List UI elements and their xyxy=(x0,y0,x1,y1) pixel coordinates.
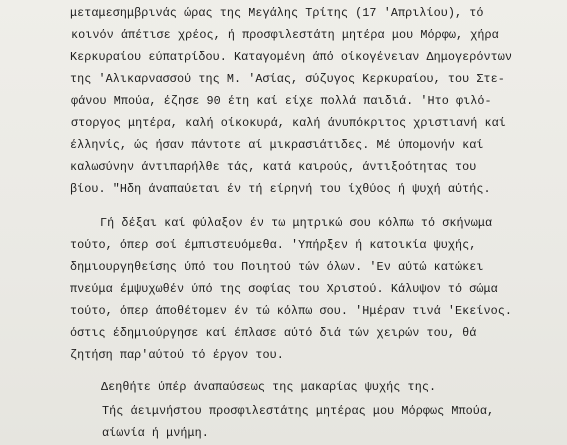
text-line: Δεηθήτε ύπέρ άναπαύσεως της μακαρίας ψυχής της. xyxy=(101,380,437,394)
text-line: στοργος μητέρα, καλή οίκοκυρά, καλή άνυπόκριτος χριστιανή καί xyxy=(71,116,506,130)
text-line: καλωσύνην άντιπαρήλθε τάς, κατά καιρούς, άντιξοότητας του xyxy=(70,160,477,174)
text-line: τούτο, όπερ άποθέτομεν έν τώ κόλπω σου. 'Ημέραν τινά 'Εκείνος. xyxy=(70,304,513,318)
text-line: ζητήση παρ'αύτού τό έργον του. xyxy=(70,348,284,362)
text-line: της 'Αλικαρνασσού της Μ. 'Ασίας, σύζυγος Κερκυραίου, του Στε- xyxy=(70,72,505,86)
text-line: πνεύμα έμψυχωθέν ύπό της σοφίας του Χριστού. Κάλυψον τό σώμα xyxy=(70,282,498,296)
text-line: Τής άειμνήστου προσφιλεστάτης μητέρας μου Μόρφως Μπούα, xyxy=(102,404,495,418)
text-line: δημιουργηθείσης ύπό του Ποιητού τών όλων. 'Εν αύτώ κατώκει xyxy=(70,260,484,274)
text-line: κοινόν άπέτισε χρέος, ή προσφιλεστάτη μητέρα μου Μόρφω, χήρα xyxy=(71,28,499,42)
text-line: Κερκυραίου εύπατρίδου. Καταγομένη άπό οίκογένειαν Δημογερόντων xyxy=(70,50,513,64)
text-line: όστις έδημιούργησε καί έπλασε αύτό διά τών χειρών του, θά xyxy=(70,326,477,340)
text-line: βίου. "Ηδη άναπαύεται έν τή είρηνή του ίχθύος ή ψυχή αύτής. xyxy=(70,182,491,196)
text-line: μεταμεσημβρινάς ώρας της Μεγάλης Τρίτης (17 'Απριλίου), τό xyxy=(70,6,484,20)
text-line: φάνου Μπούα, έζησε 90 έτη καί είχε πολλά παιδιά. 'Ητο φιλό- xyxy=(71,94,492,108)
text-line: Γή δέξαι καί φύλαξον έν τω μητρικώ σου κόλπω τό σκήνωμα xyxy=(100,216,493,230)
text-line: τούτο, όπερ σοί έμπιστευόμεθα. 'Υπήρξεν ή κατοικία ψυχής, xyxy=(70,238,477,252)
text-line: έλληνίς, ώς ήσαν πάντοτε αί μικρασιάτιδες. Μέ ύπομονήν καί xyxy=(70,138,484,152)
text-line: αίωνία ή μνήμη. xyxy=(102,426,209,440)
